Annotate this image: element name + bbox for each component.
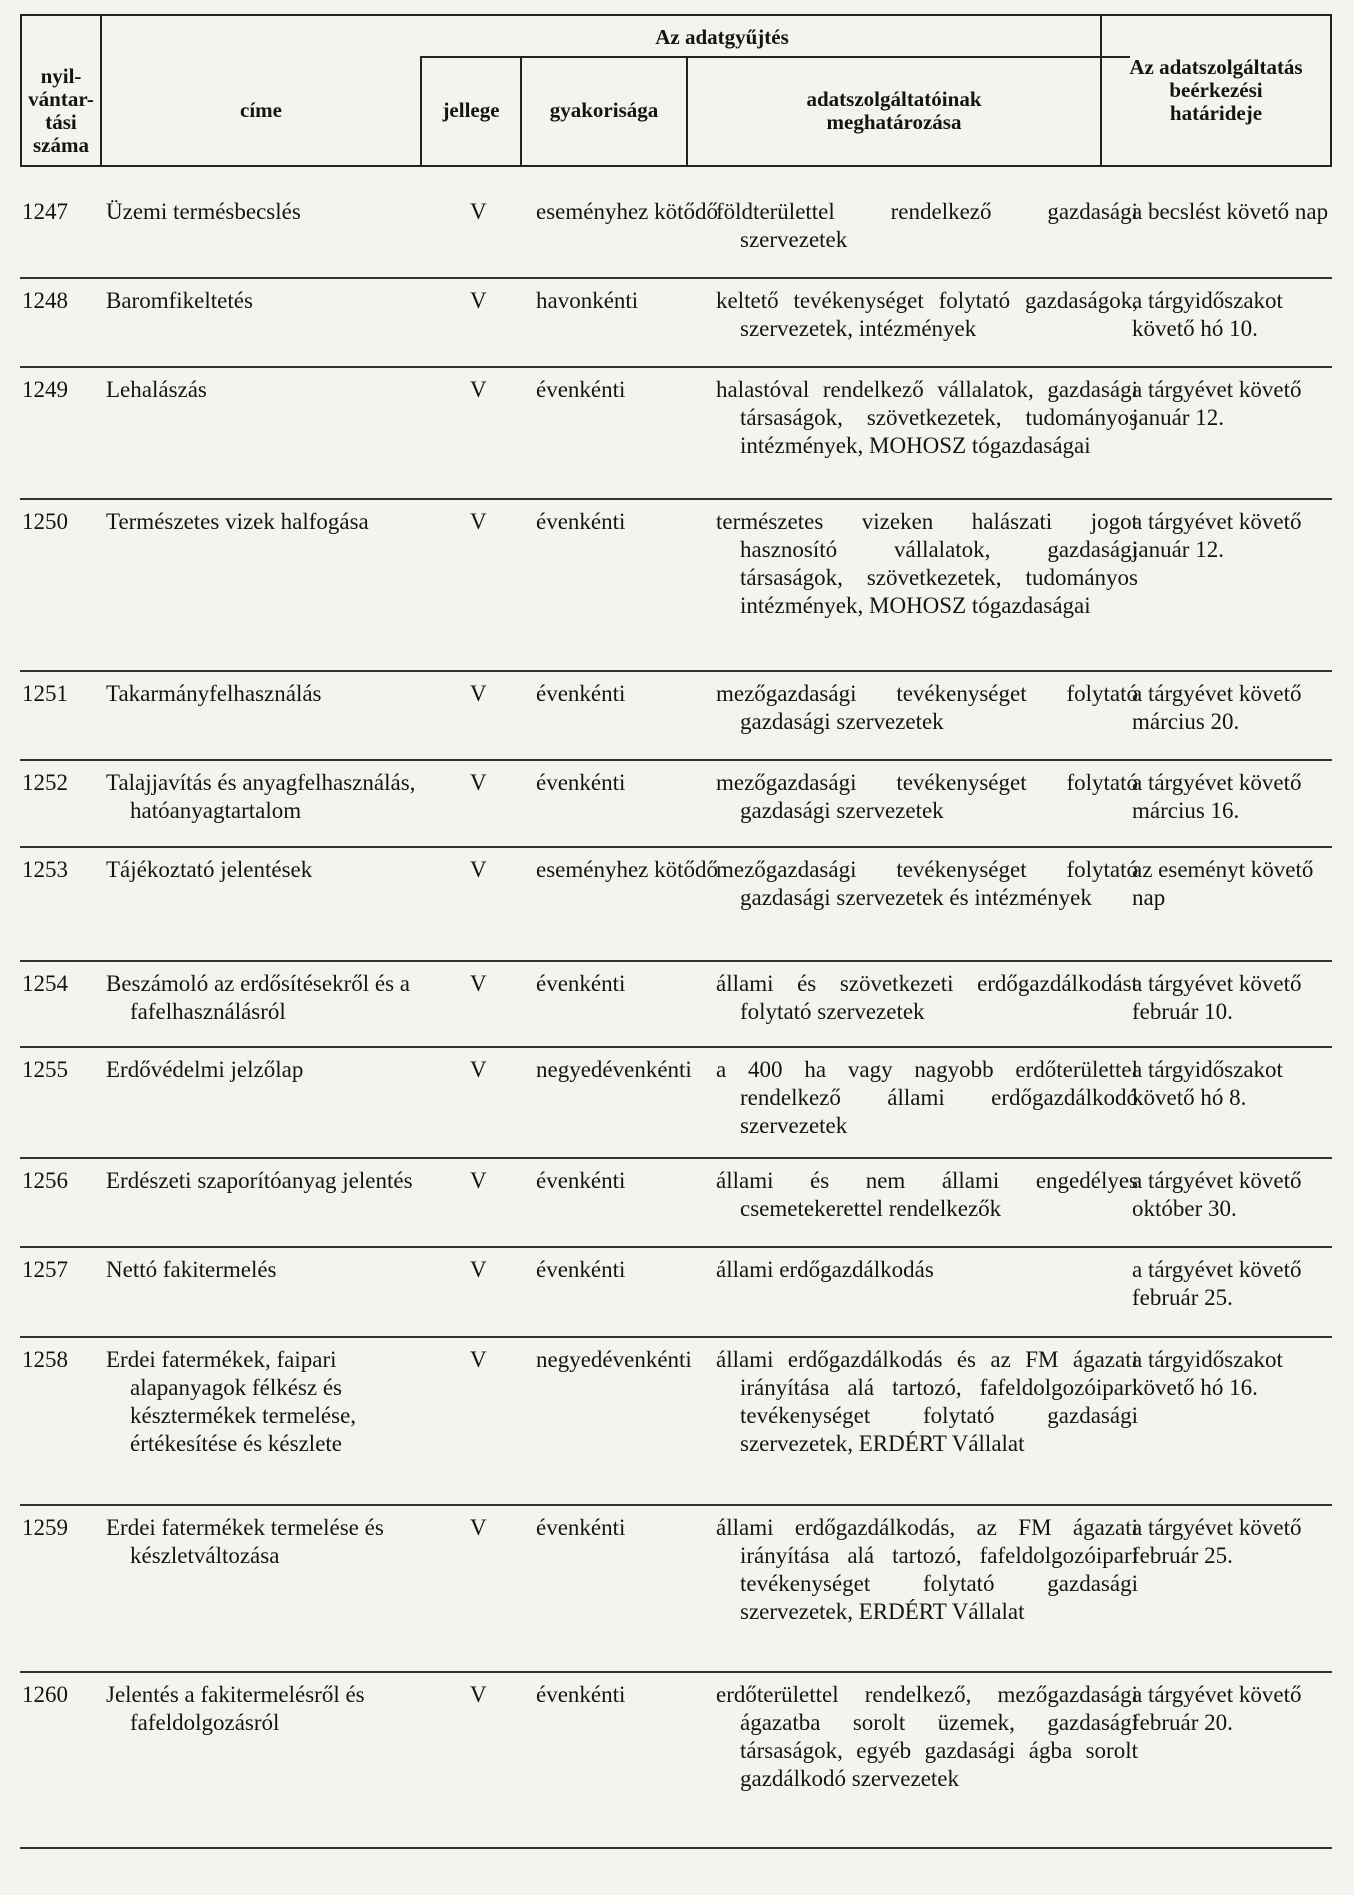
row-adatszolgaltatok: keltető tevékenységet folytató gazdaságok, szervezetek, intézmények: [716, 288, 1138, 341]
table-row: [20, 1248, 1332, 1338]
row-hatarido: a tárgyévet követő március 16.: [1132, 770, 1302, 823]
row-number: 1252: [22, 770, 68, 795]
row-hatarido: a tárgyidőszakot követő hó 16.: [1132, 1347, 1283, 1400]
row-adatszolgaltatok: állami erdőgazdálkodás, az FM ágazati irányítása alá tartozó, fafeldolgozóipari tevékenységet folytató gazdasági szervezetek, ERDÉRT Vállalat: [716, 1515, 1138, 1624]
row-number: 1256: [22, 1168, 68, 1193]
row-number: 1254: [22, 971, 68, 996]
row-number: 1255: [22, 1057, 68, 1082]
row-title: Erdei fatermékek, faipari alapanyagok félkész és késztermékek termelése, értékesítése és készlete: [106, 1347, 357, 1456]
row-gyakorisaga: eseményhez kötődő: [536, 857, 719, 882]
row-gyakorisaga: negyedévenkénti: [536, 1347, 692, 1372]
row-gyakorisaga: évenkénti: [536, 971, 626, 996]
row-adatszolgaltatok: a 400 ha vagy nagyobb erdőterülettel rendelkező állami erdőgazdálkodó szervezetek: [716, 1057, 1138, 1138]
row-adatszolgaltatok: mezőgazdasági tevékenységet folytató gazdasági szervezetek: [716, 770, 1138, 823]
row-jellege: V: [470, 770, 487, 795]
header-col-hatarido: Az adatszolgáltatás beérkezési határideje: [1129, 55, 1303, 125]
row-hatarido: a tárgyévet követő február 25.: [1132, 1515, 1302, 1568]
table-header: [20, 14, 1332, 167]
row-gyakorisaga: évenkénti: [536, 1682, 626, 1707]
table-row: [20, 190, 1332, 279]
header-col-jellege: jellege: [442, 98, 500, 122]
row-hatarido: a becslést követő nap: [1132, 199, 1329, 224]
header-col-title: címe: [240, 98, 282, 122]
header-col-adatszolgaltatok: adatszolgáltatóinak meghatározása: [806, 86, 982, 134]
table-row: [20, 761, 1332, 848]
row-gyakorisaga: évenkénti: [536, 1515, 626, 1540]
row-title: Talajjavítás és anyagfelhasználás, hatóanyagtartalom: [106, 770, 416, 823]
table-row: [20, 368, 1332, 500]
row-jellege: V: [470, 1168, 487, 1193]
row-hatarido: a tárgyévet követő október 30.: [1132, 1168, 1302, 1221]
row-adatszolgaltatok: erdőterülettel rendelkező, mezőgazdasági ágazatba sorolt üzemek, gazdasági társaságok, egyéb gazdasági ágba sorolt gazdálkodó szervezetek: [716, 1682, 1138, 1791]
header-group-title: Az adatgyűjtés: [655, 24, 789, 49]
table-body: [20, 190, 1332, 1849]
table-row: [20, 962, 1332, 1048]
row-adatszolgaltatok: állami és nem állami engedélyes csemetekerettel rendelkezők: [716, 1168, 1138, 1221]
row-hatarido: a tárgyévet követő február 10.: [1132, 971, 1302, 1024]
row-number: 1250: [22, 509, 68, 534]
row-jellege: V: [470, 288, 487, 313]
row-number: 1257: [22, 1257, 68, 1282]
row-gyakorisaga: eseményhez kötődő: [536, 199, 719, 224]
row-hatarido: a tárgyévet követő február 20.: [1132, 1682, 1302, 1735]
row-title: Erdővédelmi jelzőlap: [106, 1057, 304, 1082]
row-adatszolgaltatok: mezőgazdasági tevékenységet folytató gazdasági szervezetek és intézmények: [716, 857, 1138, 910]
row-hatarido: a tárgyévet követő február 25.: [1132, 1257, 1302, 1310]
row-gyakorisaga: évenkénti: [536, 509, 626, 534]
row-number: 1249: [22, 377, 68, 402]
row-number: 1253: [22, 857, 68, 882]
row-adatszolgaltatok: állami erdőgazdálkodás: [716, 1257, 934, 1282]
row-hatarido: a tárgyidőszakot követő hó 10.: [1132, 288, 1283, 341]
row-hatarido: a tárgyidőszakot követő hó 8.: [1132, 1057, 1283, 1110]
row-title: Tájékoztató jelentések: [106, 857, 313, 882]
row-hatarido: a tárgyévet követő január 12.: [1132, 377, 1302, 430]
row-jellege: V: [470, 377, 487, 402]
row-jellege: V: [470, 509, 487, 534]
table-row: [20, 1159, 1332, 1248]
row-jellege: V: [470, 199, 487, 224]
row-title: Takarmányfelhasználás: [106, 681, 322, 706]
row-title: Jelentés a fakitermelésről és fafeldolgozásról: [106, 1682, 365, 1735]
row-jellege: V: [470, 1257, 487, 1282]
row-jellege: V: [470, 1515, 487, 1540]
header-col-gyakorisaga: gyakorisága: [549, 98, 659, 122]
table-row: [20, 1048, 1332, 1159]
row-title: Nettó fakitermelés: [106, 1257, 277, 1282]
row-number: 1247: [22, 199, 68, 224]
table-row: [20, 1506, 1332, 1673]
row-hatarido: az eseményt követő nap: [1132, 857, 1314, 910]
row-number: 1251: [22, 681, 68, 706]
row-title: Erdészeti szaporítóanyag jelentés: [106, 1168, 413, 1193]
row-gyakorisaga: havonkénti: [536, 288, 639, 313]
row-gyakorisaga: negyedévenkénti: [536, 1057, 692, 1082]
row-adatszolgaltatok: természetes vizeken halászati jogot hasznosító vállalatok, gazdasági társaságok, szövetkezetek, tudományos intézmények, MOHOSZ tógazdaságai: [716, 509, 1138, 618]
table-row: [20, 1673, 1332, 1849]
table-row: [20, 1338, 1332, 1506]
row-jellege: V: [470, 971, 487, 996]
row-hatarido: a tárgyévet követő január 12.: [1132, 509, 1302, 562]
row-jellege: V: [470, 1057, 487, 1082]
table-row: [20, 672, 1332, 761]
table-row: [20, 279, 1332, 368]
row-title: Baromfikeltetés: [106, 288, 253, 313]
row-jellege: V: [470, 1682, 487, 1707]
row-gyakorisaga: évenkénti: [536, 770, 626, 795]
row-adatszolgaltatok: halastóval rendelkező vállalatok, gazdasági társaságok, szövetkezetek, tudományos intézmények, MOHOSZ tógazdaságai: [716, 377, 1138, 458]
row-adatszolgaltatok: állami erdőgazdálkodás és az FM ágazati irányítása alá tartozó, fafeldolgozóipari tevékenységet folytató gazdasági szervezetek, ERDÉRT Vállalat: [716, 1347, 1138, 1456]
row-jellege: V: [470, 857, 487, 882]
row-gyakorisaga: évenkénti: [536, 681, 626, 706]
row-title: Lehalászás: [106, 377, 207, 402]
row-adatszolgaltatok: mezőgazdasági tevékenységet folytató gazdasági szervezetek: [716, 681, 1138, 734]
header-col-number: nyil- vántar- tási száma: [28, 63, 94, 157]
row-gyakorisaga: évenkénti: [536, 1168, 626, 1193]
row-gyakorisaga: évenkénti: [536, 1257, 626, 1282]
row-adatszolgaltatok: állami és szövetkezeti erdőgazdálkodást folytató szervezetek: [716, 971, 1138, 1024]
row-number: 1259: [22, 1515, 68, 1540]
row-number: 1258: [22, 1347, 68, 1372]
row-title: Természetes vizek halfogása: [106, 509, 369, 534]
row-title: Beszámoló az erdősítésekről és a fafelhasználásról: [106, 971, 410, 1024]
row-adatszolgaltatok: földterülettel rendelkező gazdasági szervezetek: [716, 199, 1138, 252]
row-title: Erdei fatermékek termelése és készletváltozása: [106, 1515, 384, 1568]
row-title: Üzemi termésbecslés: [106, 199, 301, 224]
table-row: [20, 500, 1332, 672]
row-number: 1248: [22, 288, 68, 313]
row-jellege: V: [470, 681, 487, 706]
table-row: [20, 848, 1332, 962]
row-gyakorisaga: évenkénti: [536, 377, 626, 402]
row-jellege: V: [470, 1347, 487, 1372]
row-hatarido: a tárgyévet követő március 20.: [1132, 681, 1302, 734]
row-number: 1260: [22, 1682, 68, 1707]
